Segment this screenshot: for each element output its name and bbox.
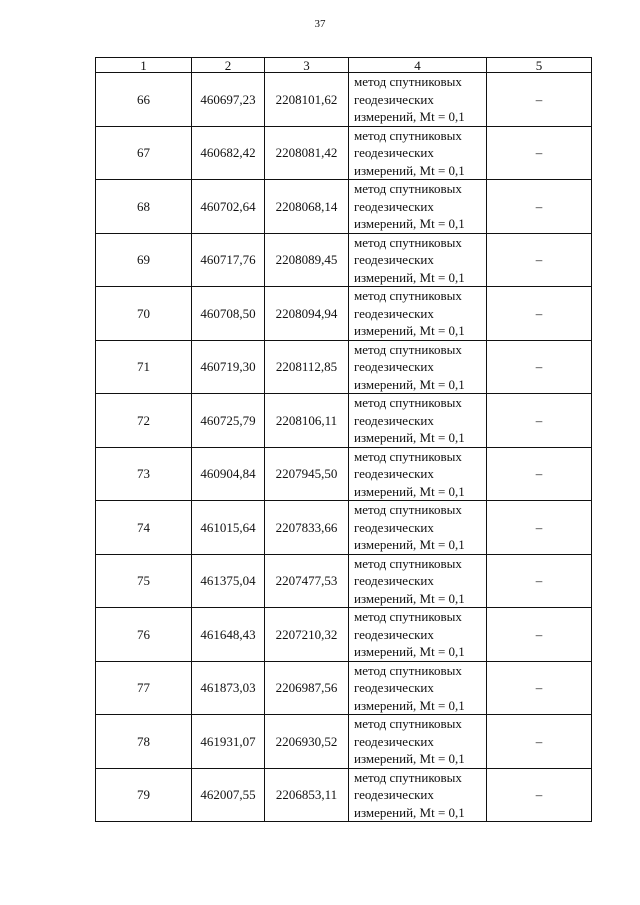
method-line: измерений, Mt = 0,1: [354, 751, 465, 766]
table-row: [96, 126, 592, 180]
method-line: метод спутниковых: [354, 555, 462, 571]
y-coordinate-cell: 2208106,11: [265, 394, 349, 448]
note-cell: –: [487, 340, 592, 394]
table-row: [96, 608, 592, 662]
table-body: [96, 73, 592, 822]
method-line: метод спутниковых: [354, 395, 462, 410]
table-row: [96, 287, 592, 341]
method-line: измерений, Mt = 0,1: [354, 109, 465, 124]
column-header-1: 1: [96, 58, 192, 73]
x-coordinate-cell: 460708,50: [192, 287, 265, 341]
table-row: [96, 340, 592, 394]
table-row: [96, 715, 592, 769]
method-line: метод спутниковых: [354, 74, 462, 89]
table-row: [96, 554, 592, 608]
coordinates-table: [95, 57, 592, 822]
point-number-cell: 78: [96, 715, 192, 769]
method-cell: [349, 180, 487, 234]
x-coordinate-cell: 461648,43: [192, 608, 265, 662]
method-line: измерений, Mt = 0,1: [354, 537, 465, 552]
point-number-cell: 74: [96, 501, 192, 555]
point-number-cell: 79: [96, 768, 192, 822]
note-cell: –: [487, 554, 592, 608]
y-coordinate-cell: 2208081,42: [265, 126, 349, 180]
table-header-row: [96, 58, 592, 73]
method-line: геодезических: [354, 198, 434, 214]
method-line: измерений, Mt = 0,1: [354, 804, 465, 820]
column-header-5: 5: [487, 58, 592, 73]
method-line: метод спутниковых: [354, 234, 462, 250]
method-line: геодезических: [354, 252, 434, 267]
note-cell: –: [487, 126, 592, 180]
point-number-cell: 70: [96, 287, 192, 341]
method-cell: [349, 447, 487, 501]
y-coordinate-cell: 2208101,62: [265, 73, 349, 127]
table-row: [96, 233, 592, 287]
column-header-3: 3: [265, 58, 349, 73]
method-line: метод спутниковых: [354, 716, 462, 731]
method-line: измерений, Mt = 0,1: [354, 216, 465, 231]
y-coordinate-cell: 2208089,45: [265, 233, 349, 287]
note-cell: –: [487, 501, 592, 555]
method-line: измерений, Mt = 0,1: [354, 376, 465, 392]
note-cell: –: [487, 447, 592, 501]
method-line: геодезических: [354, 787, 434, 802]
y-coordinate-cell: 2207477,53: [265, 554, 349, 608]
x-coordinate-cell: 461015,64: [192, 501, 265, 555]
note-cell: –: [487, 287, 592, 341]
note-cell: –: [487, 715, 592, 769]
method-cell: [349, 287, 487, 341]
method-line: метод спутниковых: [354, 181, 462, 196]
method-cell: [349, 501, 487, 555]
page-number: 37: [314, 18, 326, 30]
method-line: метод спутниковых: [354, 448, 462, 464]
method-line: метод спутниковых: [354, 288, 462, 303]
table-row: [96, 447, 592, 501]
method-cell: [349, 340, 487, 394]
column-header-4: 4: [349, 58, 487, 73]
x-coordinate-cell: 460725,79: [192, 394, 265, 448]
x-coordinate-cell: 460717,76: [192, 233, 265, 287]
method-line: измерений, Mt = 0,1: [354, 483, 465, 499]
table-row: [96, 501, 592, 555]
point-number-cell: 77: [96, 661, 192, 715]
point-number-cell: 72: [96, 394, 192, 448]
y-coordinate-cell: 2208112,85: [265, 340, 349, 394]
method-cell: [349, 233, 487, 287]
x-coordinate-cell: 461931,07: [192, 715, 265, 769]
note-cell: –: [487, 233, 592, 287]
point-number-cell: 73: [96, 447, 192, 501]
method-cell: [349, 73, 487, 127]
method-line: измерений, Mt = 0,1: [354, 430, 465, 445]
x-coordinate-cell: 460682,42: [192, 126, 265, 180]
method-cell: [349, 126, 487, 180]
method-cell: [349, 394, 487, 448]
note-cell: –: [487, 394, 592, 448]
method-line: геодезических: [354, 359, 434, 374]
y-coordinate-cell: 2206987,56: [265, 661, 349, 715]
method-cell: [349, 608, 487, 662]
method-line: геодезических: [354, 412, 434, 428]
note-cell: –: [487, 768, 592, 822]
method-line: метод спутниковых: [354, 127, 462, 143]
y-coordinate-cell: 2207210,32: [265, 608, 349, 662]
method-line: метод спутниковых: [354, 609, 462, 624]
method-line: геодезических: [354, 626, 434, 642]
point-number-cell: 75: [96, 554, 192, 608]
point-number-cell: 76: [96, 608, 192, 662]
table-row: [96, 180, 592, 234]
method-line: метод спутниковых: [354, 662, 462, 678]
point-number-cell: 69: [96, 233, 192, 287]
y-coordinate-cell: 2206853,11: [265, 768, 349, 822]
method-line: геодезических: [354, 305, 434, 321]
method-line: измерений, Mt = 0,1: [354, 323, 465, 338]
y-coordinate-cell: 2206930,52: [265, 715, 349, 769]
method-line: метод спутниковых: [354, 341, 462, 357]
x-coordinate-cell: 461873,03: [192, 661, 265, 715]
method-cell: [349, 554, 487, 608]
x-coordinate-cell: 461375,04: [192, 554, 265, 608]
method-line: измерений, Mt = 0,1: [354, 697, 465, 713]
x-coordinate-cell: 460702,64: [192, 180, 265, 234]
point-number-cell: 71: [96, 340, 192, 394]
method-line: геодезических: [354, 145, 434, 160]
column-header-2: 2: [192, 58, 265, 73]
method-line: измерений, Mt = 0,1: [354, 590, 465, 606]
method-line: геодезических: [354, 519, 434, 535]
method-line: геодезических: [354, 733, 434, 749]
note-cell: –: [487, 661, 592, 715]
table-row: [96, 394, 592, 448]
point-number-cell: 66: [96, 73, 192, 127]
method-cell: [349, 768, 487, 822]
table-row: [96, 768, 592, 822]
note-cell: –: [487, 608, 592, 662]
method-line: измерений, Mt = 0,1: [354, 269, 465, 285]
method-line: геодезических: [354, 466, 434, 481]
y-coordinate-cell: 2207833,66: [265, 501, 349, 555]
method-line: измерений, Mt = 0,1: [354, 162, 465, 178]
point-number-cell: 67: [96, 126, 192, 180]
x-coordinate-cell: 460697,23: [192, 73, 265, 127]
table-row: [96, 661, 592, 715]
method-cell: [349, 715, 487, 769]
method-line: измерений, Mt = 0,1: [354, 644, 465, 659]
x-coordinate-cell: 460904,84: [192, 447, 265, 501]
method-line: метод спутниковых: [354, 502, 462, 517]
x-coordinate-cell: 462007,55: [192, 768, 265, 822]
table-row: [96, 73, 592, 127]
method-cell: [349, 661, 487, 715]
note-cell: –: [487, 180, 592, 234]
point-number-cell: 68: [96, 180, 192, 234]
method-line: геодезических: [354, 573, 434, 588]
method-line: метод спутниковых: [354, 769, 462, 785]
y-coordinate-cell: 2207945,50: [265, 447, 349, 501]
note-cell: –: [487, 73, 592, 127]
x-coordinate-cell: 460719,30: [192, 340, 265, 394]
y-coordinate-cell: 2208068,14: [265, 180, 349, 234]
method-line: геодезических: [354, 91, 434, 107]
method-line: геодезических: [354, 680, 434, 695]
y-coordinate-cell: 2208094,94: [265, 287, 349, 341]
